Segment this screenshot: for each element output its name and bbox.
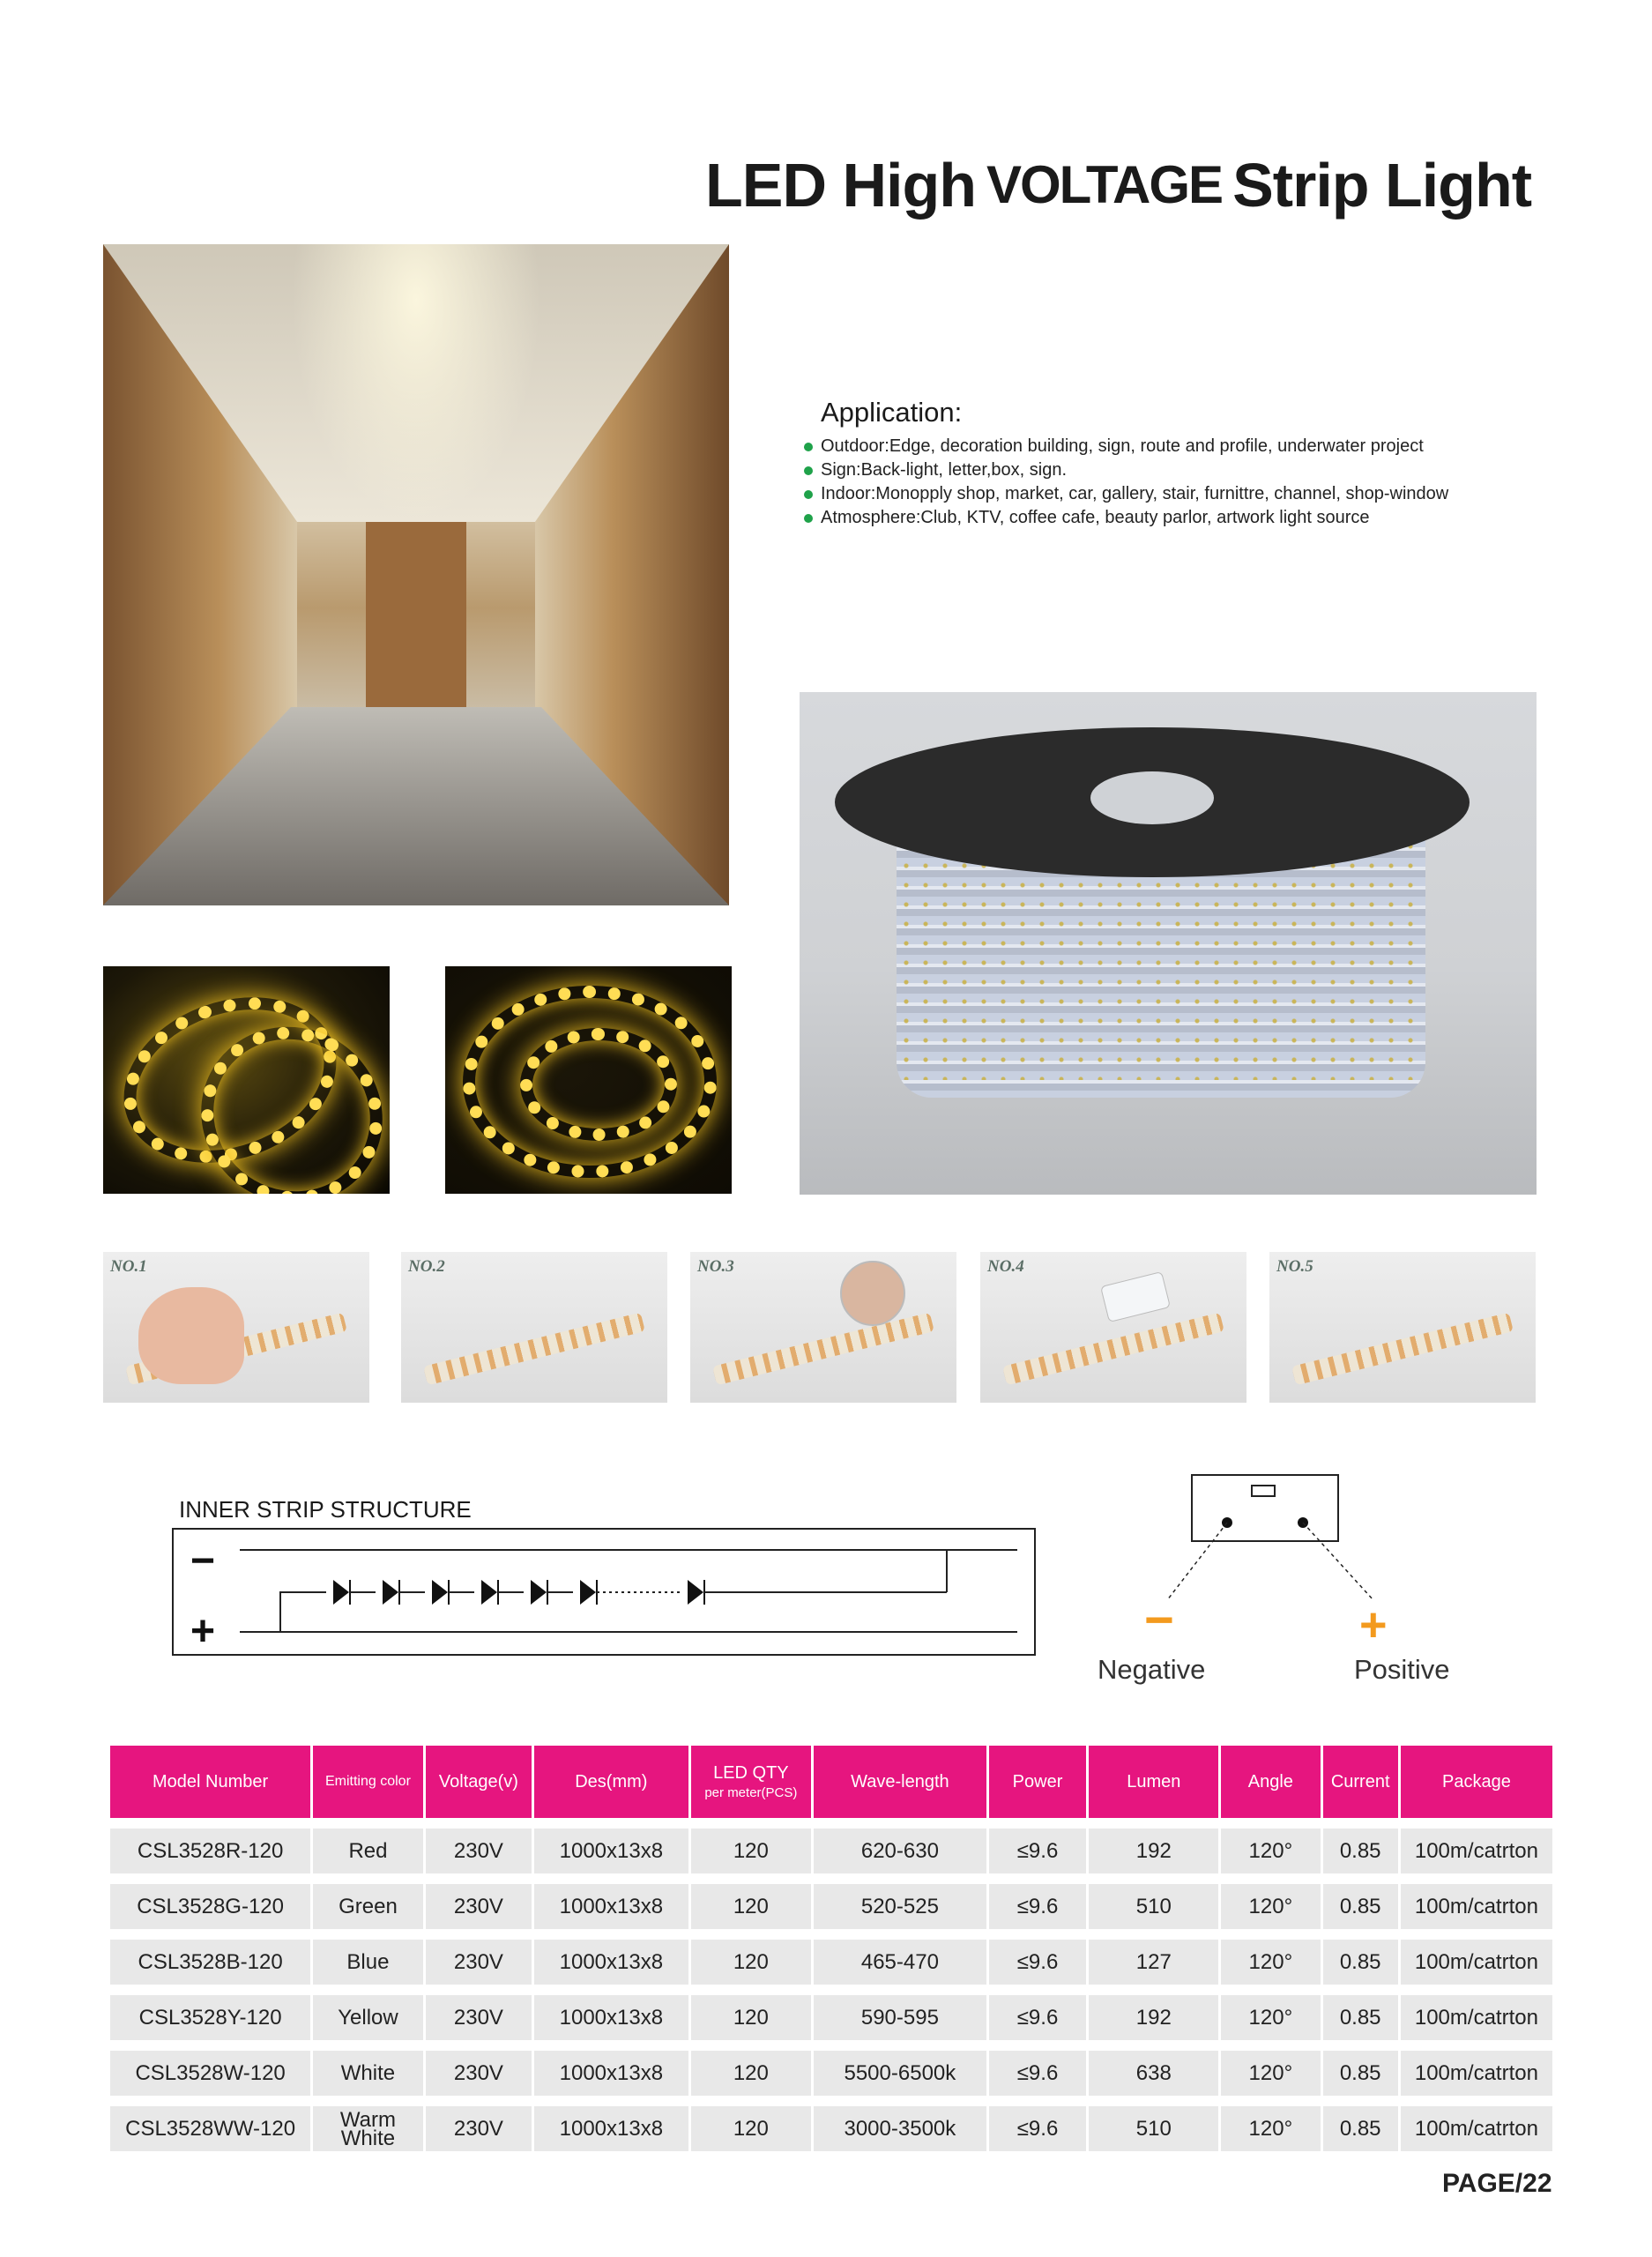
col-des: Des(mm) (534, 1746, 688, 1818)
cell-voltage: 230V (426, 1940, 532, 1985)
cell-qty: 120 (691, 1884, 812, 1929)
cell-qty: 120 (691, 2051, 812, 2096)
col-package: Package (1401, 1746, 1552, 1818)
application-item-text: Atmosphere:Club, KTV, coffee cafe, beauty parlor, artwork light source (821, 508, 1370, 527)
col-angle: Angle (1221, 1746, 1320, 1818)
cell-current: 0.85 (1323, 2106, 1398, 2151)
page-title (705, 150, 1587, 238)
bullet-icon (804, 514, 813, 523)
diode-symbol (580, 1580, 596, 1605)
cell-power: ≤9.6 (989, 1995, 1087, 2040)
cell-angle: 120° (1221, 1829, 1320, 1873)
cell-model: CSL3528WW-120 (110, 2106, 310, 2151)
cell-power: ≤9.6 (989, 1829, 1087, 1873)
cell-des: 1000x13x8 (534, 2051, 688, 2096)
cell-model: CSL3528Y-120 (110, 1995, 310, 2040)
cell-model: CSL3528B-120 (110, 1940, 310, 1985)
cell-angle: 120° (1221, 2051, 1320, 2096)
cell-current: 0.85 (1323, 1995, 1398, 2040)
step-label: NO.4 (987, 1257, 1024, 1276)
col-led-qty (691, 1746, 812, 1818)
cell-des: 1000x13x8 (534, 2106, 688, 2151)
cell-color-line1: Warm (339, 2107, 396, 2132)
cell-voltage: 230V (426, 1884, 532, 1929)
cell-lumen: 510 (1089, 1884, 1218, 1929)
application-item (802, 435, 1448, 458)
cell-lumen: 127 (1089, 1940, 1218, 1985)
cell-package: 100m/catrton (1401, 1940, 1552, 1985)
step-label: NO.2 (408, 1257, 445, 1276)
cell-color: White (313, 2051, 422, 2096)
positive-label: Positive (1354, 1654, 1450, 1685)
cell-voltage: 230V (426, 1829, 532, 1873)
cell-qty: 120 (691, 1829, 812, 1873)
install-step-4-photo (980, 1252, 1246, 1403)
spec-table (108, 1746, 1555, 2151)
magnifier-image (840, 1261, 905, 1326)
minus-symbol: − (190, 1538, 216, 1584)
table-row (110, 2106, 1552, 2151)
cell-wave: 520-525 (814, 1884, 986, 1929)
table-row (110, 1884, 1552, 1929)
cell-angle: 120° (1221, 1940, 1320, 1985)
diode-symbol (432, 1580, 448, 1605)
cell-current: 0.85 (1323, 1940, 1398, 1985)
application-item (802, 458, 1448, 482)
cell-qty: 120 (691, 2106, 812, 2151)
diode-symbol (383, 1580, 398, 1605)
cell-wave: 5500-6500k (814, 2051, 986, 2096)
cell-qty: 120 (691, 1995, 812, 2040)
cell-current: 0.85 (1323, 1829, 1398, 1873)
cell-power: ≤9.6 (989, 2051, 1087, 2096)
cell-package: 100m/catrton (1401, 2106, 1552, 2151)
install-step-5-photo (1269, 1252, 1536, 1403)
cell-lumen: 510 (1089, 2106, 1218, 2151)
cell-wave: 3000-3500k (814, 2106, 986, 2151)
table-row (110, 1995, 1552, 2040)
bullet-icon (804, 490, 813, 499)
col-wavelength: Wave-length (814, 1746, 986, 1818)
row-spacer (110, 2096, 1552, 2106)
cell-package: 100m/catrton (1401, 2051, 1552, 2096)
led-strip-reel-photo (800, 692, 1537, 1195)
cell-des: 1000x13x8 (534, 1829, 688, 1873)
cell-color: Yellow (313, 1995, 422, 2040)
hand-image (138, 1287, 244, 1384)
negative-label: Negative (1098, 1654, 1206, 1685)
cell-angle: 120° (1221, 1995, 1320, 2040)
led-strip-coil-photo (445, 966, 732, 1194)
cell-lumen: 192 (1089, 1829, 1218, 1873)
positive-link (280, 1592, 326, 1632)
cell-power: ≤9.6 (989, 1940, 1087, 1985)
connector-polarity-diagram (1093, 1468, 1463, 1662)
cell-color: Green (313, 1884, 422, 1929)
cell-wave: 620-630 (814, 1829, 986, 1873)
plus-symbol: + (190, 1608, 216, 1655)
cell-model: CSL3528R-120 (110, 1829, 310, 1873)
row-spacer (110, 1929, 1552, 1940)
cell-color: Red (313, 1829, 422, 1873)
cell-package: 100m/catrton (1401, 1829, 1552, 1873)
application-item (802, 506, 1448, 530)
cell-voltage: 230V (426, 2051, 532, 2096)
step-label: NO.5 (1276, 1257, 1313, 1276)
table-row (110, 1829, 1552, 1873)
cell-current: 0.85 (1323, 2051, 1398, 2096)
page-number: PAGE/22 (1442, 2169, 1552, 2198)
application-item (802, 482, 1448, 506)
cell-angle: 120° (1221, 1884, 1320, 1929)
step-label: NO.3 (697, 1257, 734, 1276)
diode-chain (333, 1580, 947, 1605)
cell-color (313, 2106, 422, 2151)
application-item-text: Outdoor:Edge, decoration building, sign, route and profile, underwater project (821, 436, 1424, 456)
table-header-row (110, 1746, 1552, 1818)
inner-strip-structure-diagram (167, 1523, 1040, 1660)
cell-des: 1000x13x8 (534, 1995, 688, 2040)
application-list (802, 435, 1448, 530)
led-qty-label: LED QTY (713, 1763, 789, 1783)
step-label: NO.1 (110, 1257, 147, 1276)
cell-package: 100m/catrton (1401, 1995, 1552, 2040)
row-spacer (110, 1873, 1552, 1884)
diode-symbol (333, 1580, 349, 1605)
title-part-led-high: LED High (705, 151, 976, 220)
cell-voltage: 230V (426, 1995, 532, 2040)
cell-angle: 120° (1221, 2106, 1320, 2151)
cell-qty: 120 (691, 1940, 812, 1985)
cell-model: CSL3528G-120 (110, 1884, 310, 1929)
col-current: Current (1323, 1746, 1398, 1818)
connector-image (1100, 1271, 1171, 1322)
structure-title: INNER STRIP STRUCTURE (179, 1496, 472, 1523)
application-item-text: Indoor:Monopply shop, market, car, gallery, stair, furnittre, channel, shop-window (821, 484, 1449, 503)
diode-symbol (481, 1580, 497, 1605)
cell-power: ≤9.6 (989, 1884, 1087, 1929)
cell-wave: 590-595 (814, 1995, 986, 2040)
negative-symbol: − (1144, 1591, 1174, 1649)
cell-wave: 465-470 (814, 1940, 986, 1985)
col-power: Power (989, 1746, 1087, 1818)
bullet-icon (804, 466, 813, 475)
install-step-2-photo (401, 1252, 667, 1403)
col-model: Model Number (110, 1746, 310, 1818)
row-spacer (110, 1985, 1552, 1995)
row-spacer (110, 1818, 1552, 1829)
col-emitting-color: Emitting color (313, 1746, 422, 1818)
cell-model: CSL3528W-120 (110, 2051, 310, 2096)
positive-symbol: + (1359, 1598, 1388, 1651)
led-strip-loose-photo (103, 966, 390, 1194)
col-voltage: Voltage(v) (426, 1746, 532, 1818)
install-step-3-photo (690, 1252, 956, 1403)
cell-color-line2: White (340, 2126, 396, 2150)
title-part-strip-light: Strip Light (1232, 151, 1532, 220)
install-step-1-photo (103, 1252, 369, 1403)
title-part-voltage: VOLTAGE (986, 155, 1223, 214)
row-spacer (110, 2040, 1552, 2051)
diode-symbol (688, 1580, 703, 1605)
spec-table-body (110, 1818, 1552, 2151)
diode-symbol (531, 1580, 547, 1605)
table-row (110, 2051, 1552, 2096)
cell-lumen: 192 (1089, 1995, 1218, 2040)
cell-des: 1000x13x8 (534, 1940, 688, 1985)
cell-color: Blue (313, 1940, 422, 1985)
corridor-application-photo (103, 244, 729, 905)
table-row (110, 1940, 1552, 1985)
application-heading: Application: (821, 397, 963, 428)
application-item-text: Sign:Back-light, letter,box, sign. (821, 460, 1068, 480)
cell-power: ≤9.6 (989, 2106, 1087, 2151)
bullet-icon (804, 443, 813, 451)
cell-current: 0.85 (1323, 1884, 1398, 1929)
cell-des: 1000x13x8 (534, 1884, 688, 1929)
col-lumen: Lumen (1089, 1746, 1218, 1818)
cell-lumen: 638 (1089, 2051, 1218, 2096)
cell-voltage: 230V (426, 2106, 532, 2151)
cell-package: 100m/catrton (1401, 1884, 1552, 1929)
led-qty-sublabel: per meter(PCS) (704, 1785, 798, 1800)
